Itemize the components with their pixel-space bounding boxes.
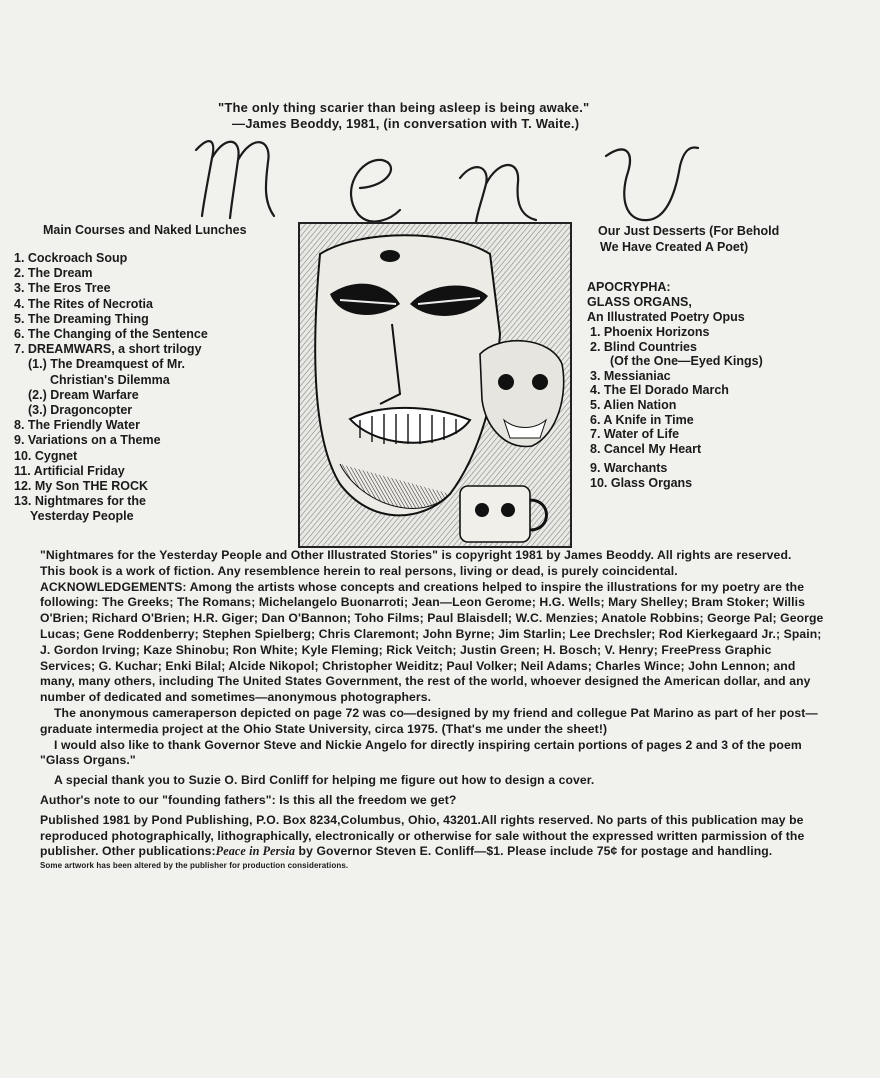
list-item: 9. Variations on a Theme bbox=[14, 433, 161, 448]
list-item: 3. The Eros Tree bbox=[14, 281, 111, 296]
list-item: Yesterday People bbox=[30, 509, 134, 524]
list-item: 5. The Dreaming Thing bbox=[14, 311, 149, 326]
right-heading-line-1: Our Just Desserts (For Behold bbox=[598, 224, 780, 238]
apocrypha-title: GLASS ORGANS, bbox=[587, 295, 692, 309]
cover-thanks-paragraph: A special thank you to Suzie O. Bird Conliff for helping me figure out how to design a cover. bbox=[54, 773, 595, 788]
list-item: 3. Messianiac bbox=[590, 368, 671, 383]
list-item: 10. Cygnet bbox=[14, 448, 78, 463]
menu-title-text: MENU bbox=[190, 130, 193, 131]
desserts-list bbox=[590, 325, 830, 491]
list-item: (2.) Dream Warfare bbox=[28, 387, 139, 402]
fiction-disclaimer: This book is a work of fiction. Any resemblence herein to real persons, living or dead, is purely coincidental. bbox=[40, 563, 678, 578]
list-item: 10. Glass Organs bbox=[590, 475, 693, 490]
illustration-drawing bbox=[300, 224, 570, 546]
colophon-text bbox=[40, 548, 830, 872]
list-item: 8. Cancel My Heart bbox=[590, 441, 702, 456]
publisher-notice-b: by Governor Steven E. Conliff—$1. Please include 75¢ for postage and handling. bbox=[298, 844, 773, 859]
epigraph-quote bbox=[218, 100, 658, 132]
list-item: (1.) The Dreamquest of Mr. bbox=[28, 357, 185, 372]
governor-thanks-paragraph: I would also like to thank Governor Steve and Nickie Angelo for directly inspiring certain portions of pages 2 and 3 of the poem "Glass Organs." bbox=[40, 737, 802, 768]
other-publication-title: Peace in Persia bbox=[215, 844, 296, 859]
list-item: 13. Nightmares for the bbox=[14, 494, 146, 509]
quote-line-1: "The only thing scarier than being asleep is being awake." bbox=[218, 100, 590, 115]
artwork-note: Some artwork has been altered by the publisher for production considerations. bbox=[40, 861, 349, 871]
cameraperson-paragraph: The anonymous cameraperson depicted on page 72 was co—designed by my friend and collegue Pat Marino as part of her post—graduate intermedia project at the Ohio State University, circa 1975. (That's me under the sheet!) bbox=[40, 705, 818, 736]
quote-attribution: —James Beoddy, 1981, (in conversation with T. Waite.) bbox=[232, 116, 580, 131]
apocrypha-block bbox=[587, 280, 837, 325]
list-item: 6. A Knife in Time bbox=[590, 412, 694, 427]
list-item: 8. The Friendly Water bbox=[14, 418, 140, 433]
right-column-heading bbox=[598, 223, 848, 255]
list-item: 4. The El Dorado March bbox=[590, 383, 729, 398]
publisher-notice-a: Published 1981 by Pond Publishing, P.O. Box 8234,Columbus, Ohio, 43201.All rights reserved. No parts of this publication may be reproduced photographically, lithographically, electronically or otherwise for sale without the expressed written parmission of the publisher. Other publications: bbox=[40, 812, 805, 859]
right-heading-line-2: We Have Created A Poet) bbox=[600, 240, 749, 254]
list-item: 7. Water of Life bbox=[590, 427, 680, 442]
founding-fathers-note: Author's note to our "founding fathers": Is this all the freedom we get? bbox=[40, 792, 457, 807]
apocrypha-subtitle: An Illustrated Poetry Opus bbox=[587, 310, 745, 324]
list-item: (3.) Dragoncopter bbox=[28, 403, 133, 418]
list-item: (Of the One—Eyed Kings) bbox=[610, 354, 763, 369]
menu-title-lettering bbox=[190, 130, 710, 235]
list-item: 12. My Son THE ROCK bbox=[14, 479, 149, 494]
list-item: 5. Alien Nation bbox=[590, 397, 677, 412]
list-item: 2. The Dream bbox=[14, 266, 93, 281]
list-item: 6. The Changing of the Sentence bbox=[14, 327, 208, 342]
list-item: 1. Phoenix Horizons bbox=[590, 325, 710, 339]
list-item: Christian's Dilemma bbox=[50, 372, 170, 387]
list-item: 7. DREAMWARS, a short trilogy bbox=[14, 342, 202, 357]
list-item: 11. Artificial Friday bbox=[14, 463, 125, 478]
left-column-heading: Main Courses and Naked Lunches bbox=[43, 223, 247, 237]
publisher-notice bbox=[40, 813, 830, 860]
illustration-skull-faces bbox=[298, 222, 572, 548]
apocrypha-label: APOCRYPHA: bbox=[587, 280, 671, 294]
acknowledgements-paragraph: ACKNOWLEDGEMENTS: Among the artists whose concepts and creations helped to inspire the illustrations for my poetry are the following: The Greeks; The Romans; Michelangelo Buonarroti; Jean—Leon Gerome; H.G. Wells; Mary Shelley; Bram Stoker; Willis O'Brien; Richard O'Brien; H.R. Giger; Dan O'Bannon; Toho Films; Paul Blaisdell; W.C. Menzies; Anatole Robbins; George Pal; George Lucas; Gene Roddenberry; Stephen Spielberg; Chris Claremont; John Byrne; Jim Starlin; Lee Drechsler; Rod Kierkegaard Jr.; Spain; J. Gordon Irving; Kaze Shinobu; Ron White; Kyle Fleming; Rick Veitch; Justin Green; H. Bosch; V. Henry; FreePress Graphic Services; G. Kuchar; Enki Bilal; Alcide Nikopol; Christopher Weiditz; Paul Volker; Neil Adams; Charles Wince; John Lennon; and many, many others, including The United States Government, the rest of the world, whoever designed the American dollar, and any number of dedicated and sometimes—anonymous photographers. bbox=[40, 579, 824, 705]
list-item: 4. The Rites of Necrotia bbox=[14, 296, 153, 311]
copyright-paragraph: "Nightmares for the Yesterday People and Other Illustrated Stories" is copyright 1981 by James Beoddy. All rights are reserved. bbox=[40, 548, 792, 562]
list-item: 9. Warchants bbox=[590, 461, 668, 476]
list-item: 1. Cockroach Soup bbox=[14, 251, 128, 265]
main-courses-list bbox=[14, 251, 304, 525]
list-item: 2. Blind Countries bbox=[590, 339, 697, 354]
